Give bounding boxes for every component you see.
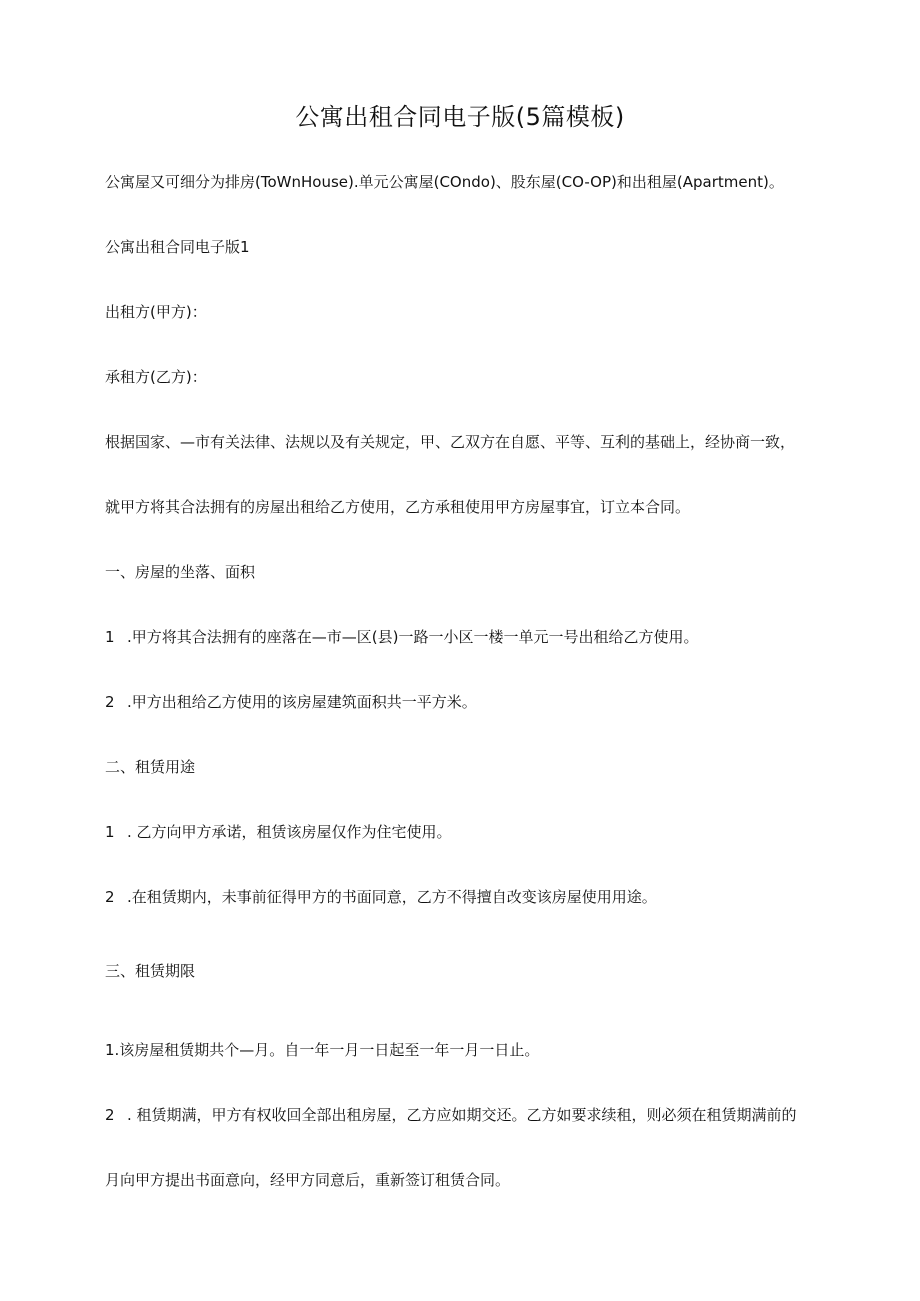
item-text: . 乙方向甲方承诺，租赁该房屋仅作为住宅使用。	[127, 823, 452, 841]
article-1-item-2	[105, 691, 477, 713]
lessee-line: 承租方(乙方)：	[105, 368, 207, 386]
article-2-item-1	[105, 821, 452, 843]
item-number: 2	[105, 888, 115, 906]
intro-paragraph: 公寓屋又可细分为排房(ToWnHouse).单元公寓屋(COndo)、股东屋(CO-OP)和出租屋(Apartment)。	[105, 173, 784, 191]
article-2-item-2	[105, 886, 657, 908]
article-1-item-1	[105, 626, 698, 648]
item-number: 2	[105, 693, 115, 711]
article-1-heading: 一、房屋的坐落、面积	[105, 563, 256, 581]
section-heading: 公寓出租合同电子版1	[105, 238, 250, 256]
item-text: .甲方出租给乙方使用的该房屋建筑面积共一平方米。	[127, 693, 477, 711]
preamble-line-1: 根据国家、—市有关法律、法规以及有关规定，甲、乙双方在自愿、平等、互利的基础上，经协商一致，	[105, 433, 796, 451]
item-text: .在租赁期内，未事前征得甲方的书面同意，乙方不得擅自改变该房屋使用用途。	[127, 888, 657, 906]
item-text: . 租赁期满，甲方有权收回全部出租房屋，乙方应如期交还。乙方如要求续租，则必须在租赁期满前的	[127, 1106, 797, 1124]
item-number: 1	[105, 823, 115, 841]
article-2-heading: 二、租赁用途	[105, 758, 196, 776]
lessor-line: 出租方(甲方)：	[105, 303, 207, 321]
article-3-heading: 三、租赁期限	[105, 962, 196, 980]
article-3-item-1: 1.该房屋租赁期共个—月。自一年一月一日起至一年一月一日止。	[105, 1041, 540, 1059]
document-title: 公寓出租合同电子版(5篇模板)	[295, 103, 625, 131]
article-3-item-2-continued: 月向甲方提出书面意向，经甲方同意后，重新签订租赁合同。	[105, 1171, 511, 1189]
item-text: .甲方将其合法拥有的座落在—市—区(县)一路一小区一楼一单元一号出租给乙方使用。	[127, 628, 699, 646]
preamble-line-2: 就甲方将其合法拥有的房屋出租给乙方使用，乙方承租使用甲方房屋事宜，订立本合同。	[105, 498, 691, 516]
article-3-item-2	[105, 1104, 797, 1126]
item-number: 2	[105, 1106, 115, 1124]
item-number: 1	[105, 628, 115, 646]
